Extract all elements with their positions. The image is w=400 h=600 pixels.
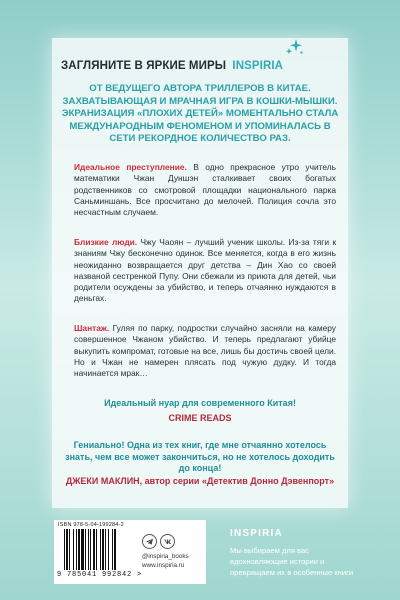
lead-blurb: ОТ ВЕДУЩЕГО АВТОРА ТРИЛЛЕРОВ В КИТАЕ. ЗАХВАТЫВАЮЩАЯ И МРАЧНАЯ ИГРА В КОШКИ-МЫШКИ. ЭКРАНИЗАЦИЯ «ПЛОХИХ ДЕТЕЙ» МОМЕНТАЛЬНО СТАЛА МЕЖДУНАРОДНЫМ ФЕНОМЕНОМ И УПОМИНАЛАСЬ В СЕТИ РЕКОРДНОЕ КОЛИЧЕСТВО РАЗ. [61,83,339,145]
brand-name: INSPIRIA [232,60,284,72]
paragraph-blackmail [74,323,336,379]
tagline-text: ЗАГЛЯНИТЕ В ЯРКИЕ МИРЫ [61,60,227,72]
vk-icon[interactable] [160,534,175,549]
review-source: CRIME READS [168,413,232,423]
barcode-panel [54,520,206,584]
tagline-heading [61,60,341,72]
paragraph-body: В одно прекрасное утро учитель математики Чжан Дуншэн сталкивает своих богатых родственников со смотровой площадки национального парка Саньминшань. Все просчитано до мелочей. Полиция сочла это несчастным случаем. [74,162,336,218]
social-links [142,533,202,569]
review-quote: Гениально! Одна из тех книг, где мне отчаянно хотелось знать, чем все может закончиться, но не хотелось доходить до конца! [65,440,335,474]
sparkle-icon [284,38,304,56]
publisher-mission: Мы выбираем для вас вдохновляющие истории и превращаем их в особенные книги [230,546,354,577]
social-handle[interactable]: @inspiria_books [142,553,189,560]
telegram-icon[interactable] [142,534,157,549]
paragraph-body: Гуляя по парку, подростки случайно засняли на камеру совершенное Чжаном убийство. И теперь предлагают убийце выкупить компромат, готовые на все, лишь бы достичь своей цели. Но и Чжан не намерен плясать под чужую дудку. И тогда начинается мрак… [74,323,336,379]
paragraph-key: Шантаж. [74,323,110,333]
paragraph-key: Идеальное преступление. [74,162,187,172]
paragraph-body: Чжу Чаоян – лучший ученик школы. Из-за тяги к знаниям Чжу бесконечно одинок. Все меняется, когда в его жизнь неожиданно возвращается друг детства – Дин Хао со своей названой сестренкой Пупу. Они сбежали из приюта для детей, чьи родители осуждены за убийство, и теперь отчаянно нуждаются в деньгах. [74,237,336,304]
barcode [64,529,134,570]
isbn-digits: 9 785041 992842 > [57,571,143,579]
paragraph-close-people [74,237,336,305]
footer-brand: INSPIRIA [230,528,283,539]
isbn-label: ISBN 978-5-04-199284-2 [58,522,124,528]
review-quote: Идеальный нуар для современного Китая! [104,398,296,408]
review-source: ДЖЕКИ МАКЛИН, автор серии «Детектив Донно Дэвенпорт» [65,476,335,486]
paragraph-key: Близкие люди. [74,237,138,247]
paragraph-crime [74,162,336,218]
website-link[interactable]: www.inspiria.ru [142,562,185,569]
